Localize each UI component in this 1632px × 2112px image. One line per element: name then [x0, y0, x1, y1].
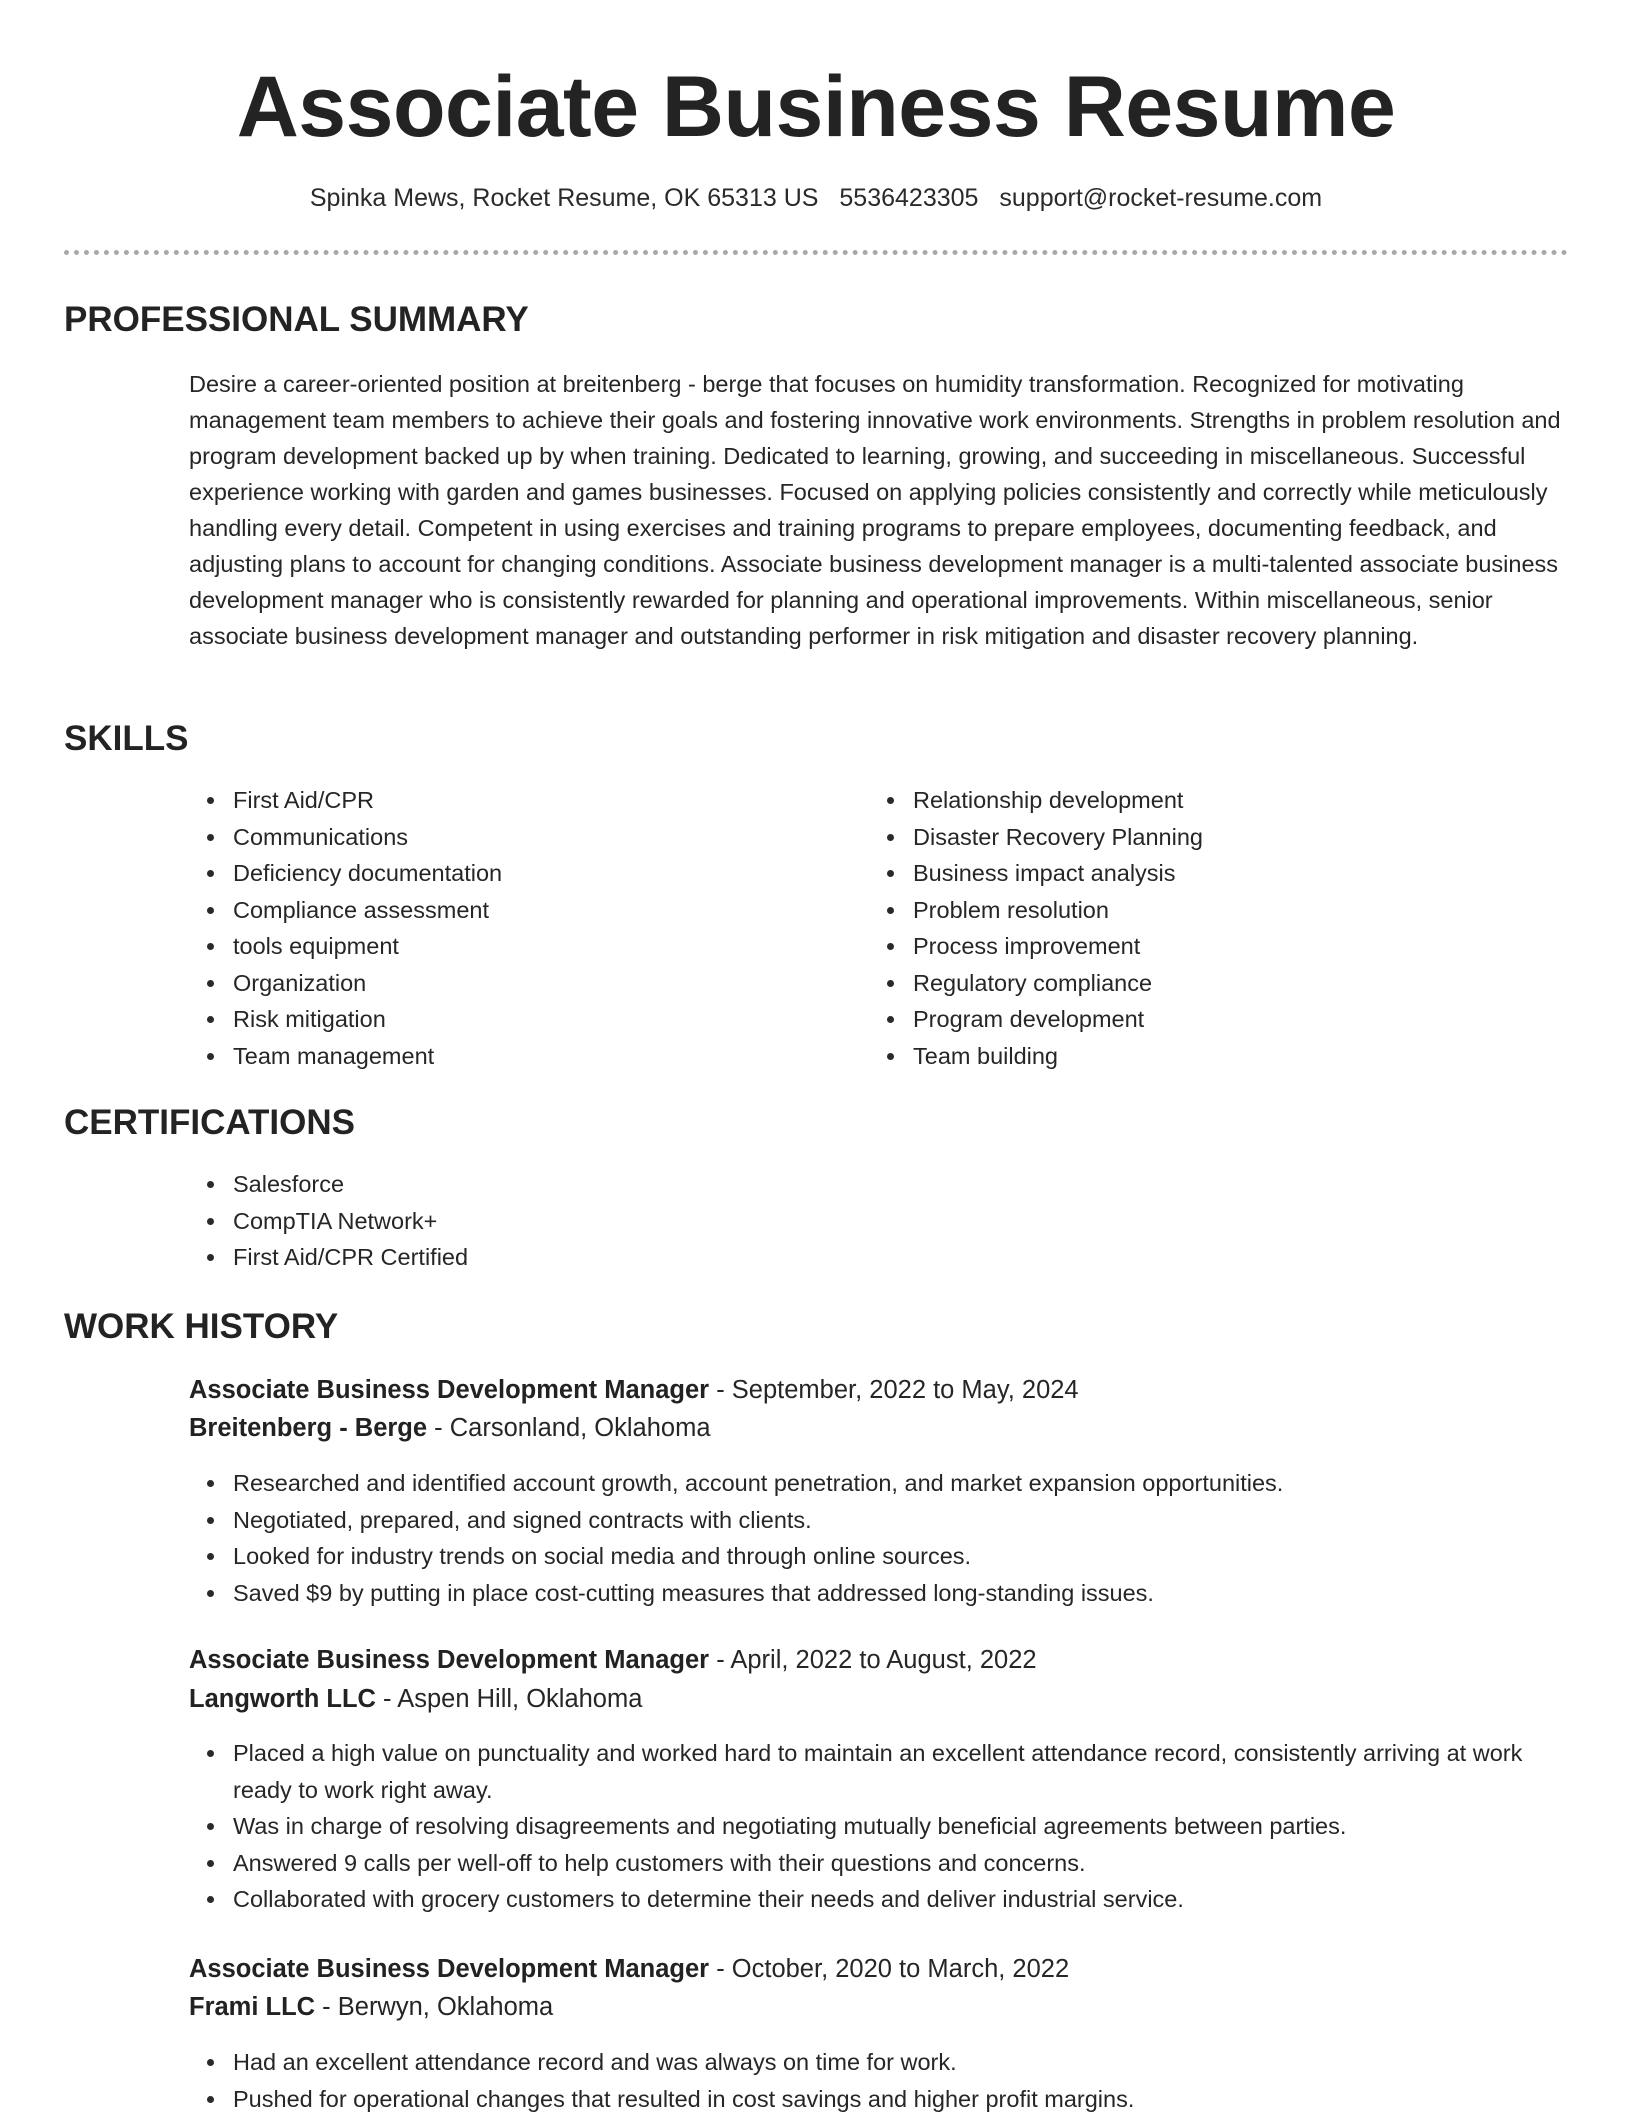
contact-line: [0, 182, 1632, 214]
job-company-line: [189, 1989, 553, 2025]
resume-title: Associate Business Resume: [236, 59, 1396, 155]
list-item: Looked for industry trends on social media and through online sources.: [189, 1538, 1569, 1575]
list-item: CompTIA Network+: [189, 1203, 1489, 1240]
job-dates: - September, 2022 to May, 2024: [709, 1376, 1079, 1404]
job-title: Associate Business Development Manager: [189, 1376, 710, 1404]
list-item: First Aid/CPR Certified: [189, 1239, 1489, 1276]
list-item: Problem resolution: [869, 892, 1509, 929]
list-item: Business impact analysis: [869, 855, 1509, 892]
list-item: Regulatory compliance: [869, 965, 1509, 1002]
section-title-work-history: WORK HISTORY: [64, 1307, 339, 1346]
job-dates: - October, 2020 to March, 2022: [709, 1955, 1070, 1983]
list-item: Compliance assessment: [189, 892, 829, 929]
list-item: Program development: [869, 1001, 1509, 1038]
header-divider: [64, 250, 1568, 255]
job-company: Breitenberg - Berge: [189, 1414, 428, 1442]
contact-phone: 5536423305: [839, 184, 979, 212]
job-company: Frami LLC: [189, 1993, 316, 2021]
job-dates: - April, 2022 to August, 2022: [709, 1646, 1037, 1674]
list-item: Team management: [189, 1038, 829, 1075]
section-title-certifications: CERTIFICATIONS: [64, 1103, 356, 1142]
list-item: tools equipment: [189, 928, 829, 965]
list-item: Deficiency documentation: [189, 855, 829, 892]
job-bullets: [189, 1465, 1569, 1611]
list-item: Collaborated with grocery customers to determine their needs and deliver industrial service.: [189, 1881, 1569, 1918]
job-bullets: [189, 2044, 1569, 2112]
job-title-line: [189, 1951, 1069, 1987]
list-item: Relationship development: [869, 782, 1509, 819]
list-item: Risk mitigation: [189, 1001, 829, 1038]
list-item: Disaster Recovery Planning: [869, 819, 1509, 856]
job-company-line: [189, 1410, 711, 1446]
summary-text: Desire a career-oriented position at breitenberg - berge that focuses on humidity transformation. Recognized for motivating management team members to achieve their goals and fostering innovative work environments. Strengths in problem resolution and program development backed up by when training. Dedicated to learning, growing, and succeeding in miscellaneous. Successful experience working with garden and games businesses. Focused on applying policies consistently and correctly while meticulously handling every detail. Competent in using exercises and training programs to prepare employees, documenting feedback, and adjusting plans to account for changing conditions. Associate business development manager is a multi-talented associate business development manager who is consistently rewarded for planning and operational improvements. Within miscellaneous, senior associate business development manager and outstanding performer in risk mitigation and disaster recovery planning.: [189, 371, 1561, 649]
list-item: Saved $9 by putting in place cost-cutting measures that addressed long-standing issues.: [189, 1575, 1569, 1612]
list-item: Negotiated, prepared, and signed contracts with clients.: [189, 1502, 1569, 1539]
list-item: Salesforce: [189, 1166, 1489, 1203]
job-company: Langworth LLC: [189, 1685, 376, 1713]
job-location: - Aspen Hill, Oklahoma: [375, 1685, 643, 1713]
contact-address: Spinka Mews, Rocket Resume, OK 65313 US: [309, 184, 819, 212]
job-company-line: [189, 1681, 642, 1717]
job-bullets: [189, 1735, 1569, 1918]
contact-email: support@rocket-resume.com: [999, 184, 1323, 212]
list-item: Pushed for operational changes that resulted in cost savings and higher profit margins.: [189, 2081, 1569, 2112]
skills-list-right: [869, 782, 1509, 1074]
job-title-line: [189, 1372, 1079, 1408]
list-item: Was in charge of resolving disagreements and negotiating mutually beneficial agreements between parties.: [189, 1808, 1569, 1845]
job-title: Associate Business Development Manager: [189, 1955, 710, 1983]
section-title-summary: PROFESSIONAL SUMMARY: [64, 300, 529, 339]
list-item: Team building: [869, 1038, 1509, 1075]
job-location: - Berwyn, Oklahoma: [315, 1993, 554, 2021]
job-title: Associate Business Development Manager: [189, 1646, 710, 1674]
certifications-list: [189, 1166, 1489, 1276]
list-item: Answered 9 calls per well-off to help customers with their questions and concerns.: [189, 1845, 1569, 1882]
list-item: Communications: [189, 819, 829, 856]
skills-list-left: [189, 782, 829, 1074]
list-item: Organization: [189, 965, 829, 1002]
section-title-skills: SKILLS: [64, 719, 189, 758]
list-item: Had an excellent attendance record and was always on time for work.: [189, 2044, 1569, 2081]
job-title-line: [189, 1642, 1037, 1678]
list-item: Process improvement: [869, 928, 1509, 965]
job-location: - Carsonland, Oklahoma: [427, 1414, 711, 1442]
list-item: Placed a high value on punctuality and worked hard to maintain an excellent attendance record, consistently arriving at work ready to work right away.: [189, 1735, 1569, 1808]
list-item: First Aid/CPR: [189, 782, 829, 819]
list-item: Researched and identified account growth, account penetration, and market expansion opportunities.: [189, 1465, 1569, 1502]
